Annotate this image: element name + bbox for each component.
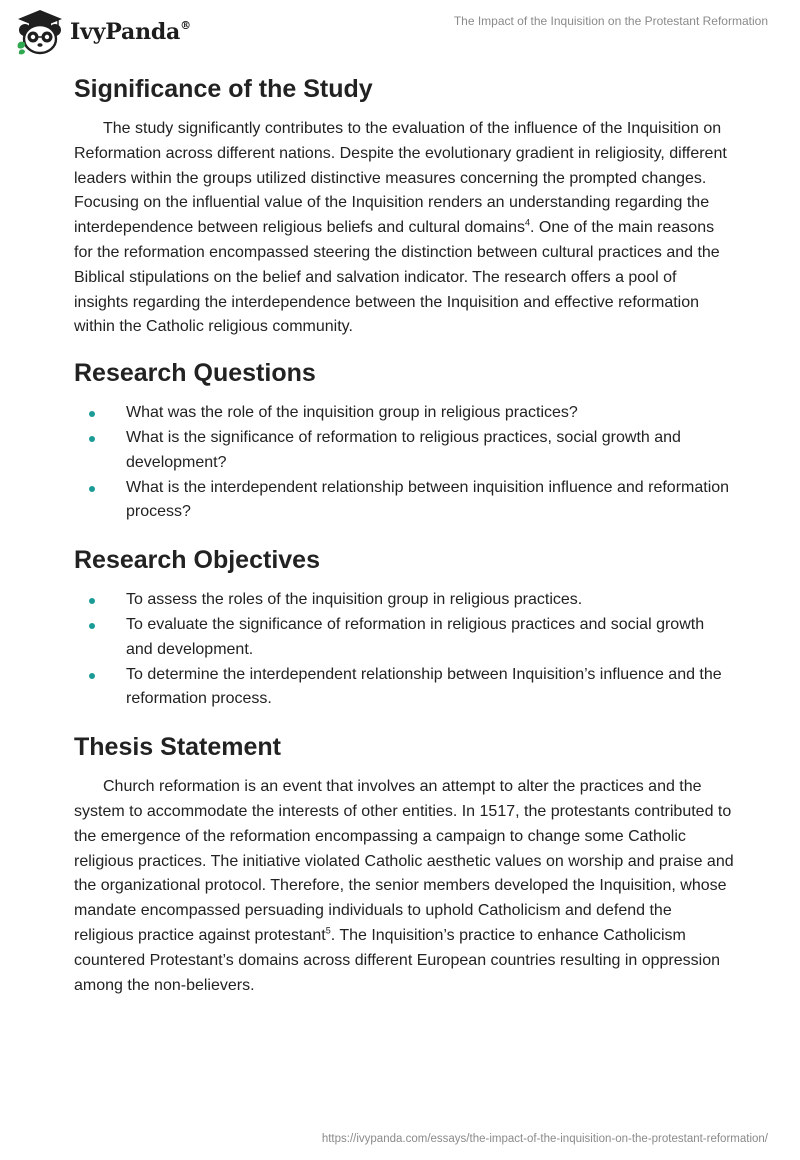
section-heading-research-questions: Research Questions	[74, 359, 316, 388]
document-title: The Impact of the Inquisition on the Protestant Reformation	[453, 14, 768, 28]
significance-paragraph: The study significantly contributes to the evaluation of the influence of the Inquisition on Reformation across different nations. Despite the evolutionary gradient in religiosity, different leaders within the groups utilized distinctive measures concerning the prompted changes. Focusing on the influential value of the Inquisition renders an understanding regarding the interdependence between religious beliefs and cultural domains$^4$. One of the main reasons for the reformation encompassed steering the distinction between cultural practices and the Biblical stipulations on the belief and salvation indicator. The research offers a pool of insights regarding the interdependence between the Inquisition and effective reformation within the Catholic religious community.	[74, 120, 727, 336]
section-heading-research-objectives: Research Objectives	[74, 546, 320, 575]
list-item: What is the significance of reformation to religious practices, social growth and development?	[74, 426, 734, 476]
footnote-ref[interactable]: 4	[524, 217, 530, 228]
research-objectives-list	[74, 588, 734, 712]
bullet-icon	[89, 486, 95, 492]
bullet-icon	[89, 436, 95, 442]
page-header	[0, 0, 800, 62]
section-heading-thesis-statement: Thesis Statement	[74, 733, 282, 762]
bullet-icon	[89, 411, 95, 417]
list-item: To determine the interdependent relationship between Inquisition’s influence and the reformation process.	[74, 663, 734, 713]
bullet-icon	[89, 623, 95, 629]
source-url[interactable]: https://ivypanda.com/essays/the-impact-of-the-inquisition-on-the-protestant-reformation/	[321, 1133, 768, 1145]
list-item: What was the role of the inquisition group in religious practices?	[74, 401, 734, 426]
thesis-paragraph: Church reformation is an event that involves an attempt to alter the practices and the system to accommodate the interests of other entities. In 1517, the protestants contributed to the emergence of the reformation encompassing a campaign to change some Catholic religious practices. The initiative violated Catholic aesthetic values on worship and praise and the organizational protocol. Therefore, the senior members developed the Inquisition, whose mandate encompassed persuading individuals to uphold Catholicism and defend the religious practice against protestant$^5$. The Inquisition’s practice to enhance Catholicism countered Protestant’s domains across different European countries resulting in oppression among the non-believers.	[74, 778, 734, 994]
list-item: To assess the roles of the inquisition group in religious practices.	[74, 588, 734, 613]
essay-content	[74, 72, 734, 998]
list-item: What is the interdependent relationship between inquisition influence and reformation process?	[74, 476, 734, 526]
list-item: To evaluate the significance of reformation in religious practices and social growth and development.	[74, 613, 734, 663]
research-questions-list	[74, 401, 734, 525]
bullet-icon	[89, 673, 95, 679]
logo-wordmark: IvyPanda®	[70, 18, 191, 45]
section-heading-significance: Significance of the Study	[74, 75, 373, 103]
bullet-icon	[89, 598, 95, 604]
footnote-ref[interactable]: 5	[325, 925, 331, 936]
ivypanda-logo[interactable]	[14, 8, 191, 56]
panda-graduate-logo-icon	[14, 8, 66, 56]
